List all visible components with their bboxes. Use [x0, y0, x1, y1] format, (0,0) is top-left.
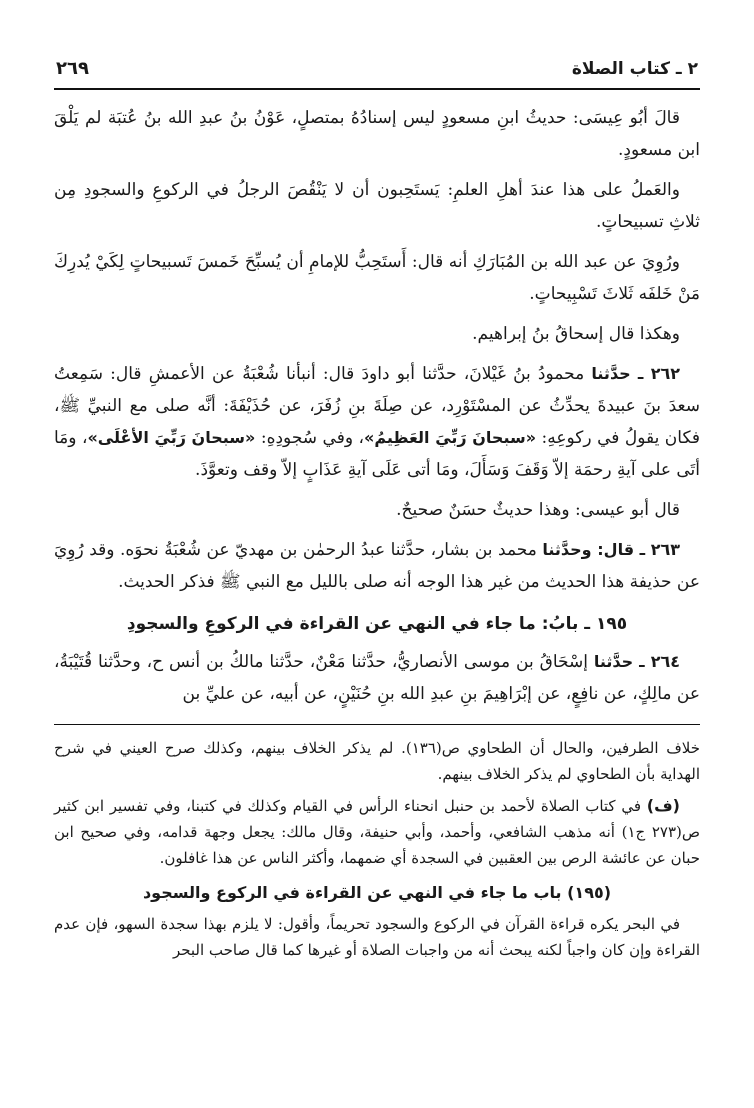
paragraph-ibn-mubarak: ورُوِيَ عن عبد الله بن المُبَارَكِ أنه قال: أَستَحِبُّ للإمامِ أن يُسبِّحَ خَمسَ تَسبيحاتٍ لِكَيْ يُدرِكَ مَنْ خَلفَه ثَلاثَ تَسْبِيحاتٍ. [54, 252, 700, 304]
footnote-continued: خلاف الطرفين، والحال أن الطحاوي ص(١٣٦). لم يذكر الخلاف بينهم، وكذلك صرح العيني في شرح الهداية بأن الطحاوي لم يذكر الخلاف بينهم. [54, 739, 700, 783]
hadith-text: محمودُ بنُ غَيْلانَ، حدَّثنا أبو داودَ قال: أنبأنا شُعْبَةُ عن الأعمشِ قال: سَمِعتُ سعدَ بنَ عبيدةَ يحدِّثُ عن المسْتَوْرِد، عن صِلَةَ بنِ زُفَرَ، عن حُذَيْفَةَ: أنَّه صلى مع النبيِّ ﷺ، فكان يقولُ في ركوعِهِ: [54, 364, 700, 448]
footnote-bahr: في البحر يكره قراءة القرآن في الركوع والسجود تحريماً، وأقول: لا يلزم بهذا سجدة السهو، فإن عدم القراءة وإن كان واجباً لكنه يبحث أنه من واجبات الصلاة أو غيرها كما قال صاحب البحر [54, 915, 700, 959]
hadith-number: ٢٦٣ ـ [639, 540, 680, 559]
hadith-264 [54, 646, 700, 710]
page [54, 58, 700, 963]
hadith-text: ، ومَا أتَى على آيةِ رحمَة إلاّ وَقَفَ وَسَأَلَ، ومَا أتى عَلَى آيةِ عَذَابٍ إلاّ وقف وتعوَّذَ. [54, 428, 700, 480]
chapter-title: ٢ ـ كتاب الصلاة [571, 59, 698, 79]
chapter-heading-195: ١٩٥ ـ بابُ: ما جاء في النهي عن القراءة في الركوعِ والسجودِ [126, 614, 628, 634]
hadith-number: ٢٦٢ ـ [637, 364, 681, 383]
page-number: ٢٦٩ [56, 58, 89, 79]
footnote-marker: (ف) [646, 796, 680, 815]
footnote-chapter-heading: (١٩٥) باب ما جاء في النهي عن القراءة في الركوع والسجود [142, 883, 612, 902]
paragraph-scholars-practice: والعَملُ على هذا عندَ أهلِ العلمِ: يَستَحِبون أن لا يَنْقُصَ الرجلُ في الركوعِ والسجودِ مِن ثلاثِ تسبيحاتٍ. [54, 180, 700, 232]
running-header [54, 58, 700, 90]
hadith-lead: حدَّثنا [593, 652, 634, 671]
footnote-f [54, 793, 700, 871]
hadith-lead: قال: وحدَّثنا [542, 540, 635, 559]
footnote-text: في كتاب الصلاة لأحمد بن حنبل انحناء الرأس في القيام وكذلك في كتبنا، وفي تفسير ابن كثير ص(٢٧٣ ج١) أنه مذهب الشافعي، وأحمد، وأبي حنيفة، وقال مالك: يجعل وجهة قدامه، وفي صحيح ابن حبان عن عائشة الرص بين العقبين في السجدة أي ضمهما، وأكثر الناس عن هذا غافلون. [54, 797, 701, 867]
hadith-262 [54, 358, 700, 486]
dhikr-sujud: «سبحانَ رَبِّيَ الأعْلَى» [87, 428, 256, 447]
paragraph-abu-isa-comment: قالَ أبُو عِيسَى: حديثُ ابنِ مسعودٍ ليس إسنادُهُ بمتصلٍ، عَوْنُ بنُ عبدِ الله بنُ عُتبَة لم يَلْقَ ابن مسعودٍ. [54, 108, 700, 160]
hadith-263 [54, 534, 700, 598]
dhikr-ruku: «سبحانَ رَبِّيَ العَظِيمُ» [364, 428, 537, 447]
main-text [54, 102, 700, 710]
hadith-lead: حدَّثنا [591, 364, 631, 383]
footnote-divider [54, 724, 700, 725]
hadith-text: ، وفي سُجودِهِ: [255, 428, 365, 448]
hadith-number: ٢٦٤ ـ [639, 652, 680, 671]
paragraph-hasan-sahih: قال أبو عيسى: وهذا حديثٌ حسَنٌ صحيحٌ. [396, 500, 680, 520]
paragraph-ishaq: وهكذا قال إسحاقُ بنُ إبراهيم. [472, 324, 680, 344]
hadith-text: محمد بن بشار، حدَّثنا عبدُ الرحمٰن بن مهديّ عن شُعْبَةُ نحوَه. وقد رُوِيَ عن حذيفة هذا الحديث من غير هذا الوجه أنه صلى بالليل مع النبي ﷺ فذكر الحديث. [54, 540, 700, 592]
hadith-text: إسْحَاقُ بن موسى الأنصاريُّ، حدَّثنا مَعْنٌ، حدَّثنا مالكُ بن أنس ح، وحدَّثنا قُتَيْبَةُ، عن مالِكٍ، عن نافِعٍ، عن إبْرَاهِيمَ بنِ عبدِ الله بنِ حُنَيْنٍ، عن أبيه، عن عليِّ بن [54, 652, 700, 704]
footnotes [54, 735, 700, 963]
